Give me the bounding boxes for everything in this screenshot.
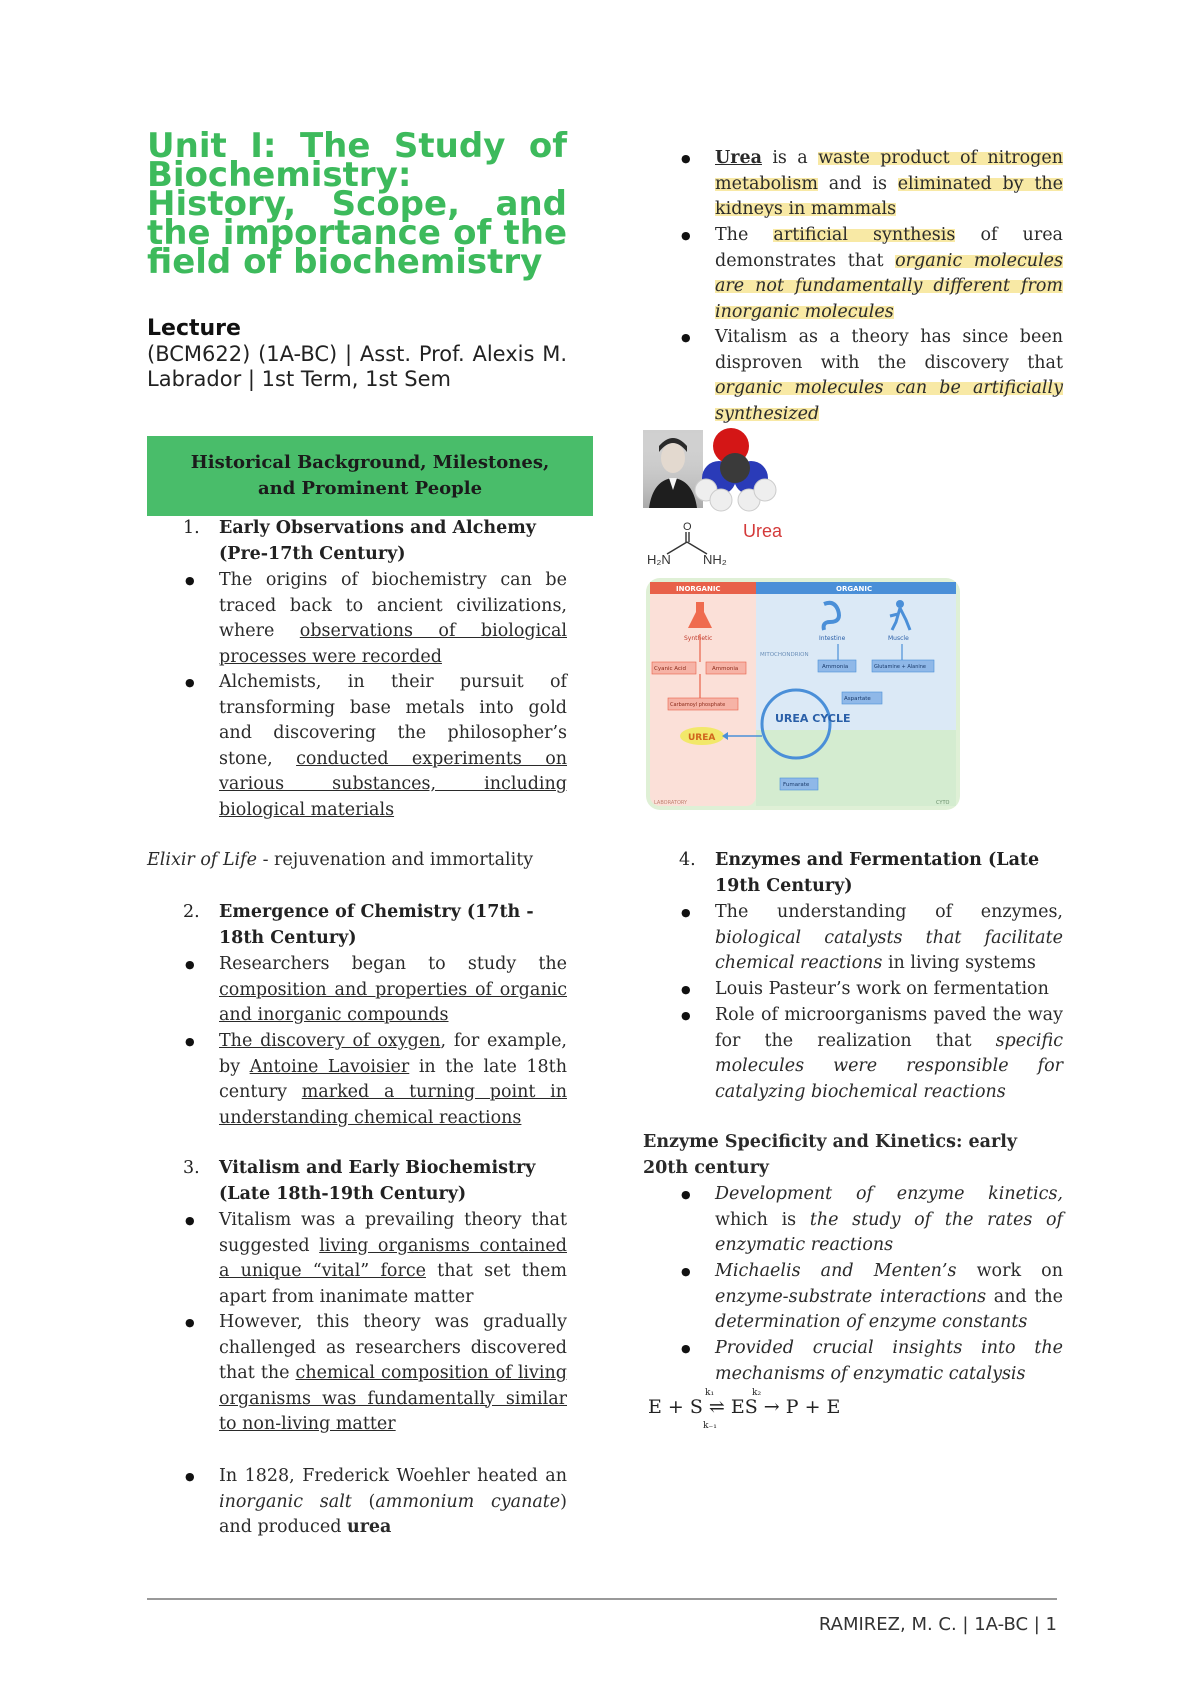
svg-text:LABORATORY: LABORATORY bbox=[654, 800, 688, 806]
svg-text:Aspartate: Aspartate bbox=[844, 696, 871, 702]
section-1-bullet-2: ● Alchemists, in their pursuit of transforming base metals into gold and discovering the philosopher’s stone, conducted experiments on various substances, including biological materials bbox=[219, 670, 567, 823]
section-4-bullet-1: ● The understanding of enzymes, biological catalysts that facilitate chemical reactions in living systems bbox=[715, 900, 1063, 977]
footer-text: RAMIREZ, M. C. | 1A-BC | 1 bbox=[818, 1614, 1057, 1635]
svg-text:Ammonia: Ammonia bbox=[712, 666, 739, 672]
svg-text:NH₂: NH₂ bbox=[703, 552, 727, 567]
section-2-heading: 2. Emergence of Chemistry (17th - 18th Century) bbox=[183, 902, 534, 948]
urea-cycle-diagram bbox=[646, 578, 960, 810]
section-2-bullet-2: ● The discovery of oxygen, for example, by Antoine Lavoisier in the late 18th century marked a turning point in understanding chemical reactions bbox=[219, 1029, 567, 1131]
urea-molecule-image bbox=[643, 428, 793, 573]
svg-text:Synthetic: Synthetic bbox=[684, 635, 713, 642]
svg-text:Ammonia: Ammonia bbox=[822, 664, 849, 670]
urea-structural-formula bbox=[647, 521, 727, 567]
section-5-bullet-3: ● Provided crucial insights into the mechanisms of enzymatic catalysis bbox=[715, 1336, 1063, 1387]
svg-text:Muscle: Muscle bbox=[888, 635, 909, 642]
section-5-bullet-2: ● Michaelis and Menten’s work on enzyme-substrate interactions and the determination of enzyme constants bbox=[715, 1259, 1063, 1336]
section-1-heading: 1. Early Observations and Alchemy (Pre-17th Century) bbox=[183, 518, 536, 564]
svg-text:MITOCHONDRION: MITOCHONDRION bbox=[760, 652, 809, 658]
svg-text:Carbamoyl phosphate: Carbamoyl phosphate bbox=[670, 702, 726, 708]
svg-text:UREA: UREA bbox=[688, 733, 716, 743]
urea-cycle-label: UREA CYCLE bbox=[775, 712, 851, 725]
svg-text:Cyanic Acid: Cyanic Acid bbox=[654, 666, 686, 672]
section-banner: Historical Background, Milestones, and Prominent People bbox=[147, 436, 593, 516]
section-3-bullet-3: ● In 1828, Frederick Woehler heated an inorganic salt (ammonium cyanate) and produced urea bbox=[219, 1464, 567, 1541]
section-4-heading: 4. Enzymes and Fermentation (Late 19th Century) bbox=[679, 850, 1040, 896]
section-2-bullet-1: ● Researchers began to study the composition and properties of organic and inorganic compounds bbox=[219, 952, 567, 1029]
section-5-bullet-1: ● Development of enzyme kinetics, which is the study of the rates of enzymatic reactions bbox=[715, 1182, 1063, 1259]
svg-text:ORGANIC: ORGANIC bbox=[836, 585, 873, 593]
section-1-bullet-1: ● The origins of biochemistry can be traced back to ancient civilizations, where observations of biological processes were recorded bbox=[219, 568, 567, 670]
section-5-heading: Enzyme Specificity and Kinetics: early 20th century bbox=[643, 1132, 1018, 1178]
svg-text:Fumarate: Fumarate bbox=[783, 782, 810, 788]
svg-text:H₂N: H₂N bbox=[647, 552, 671, 567]
elixir-definition: Elixir of Life - rejuvenation and immortality bbox=[147, 850, 534, 870]
section-4-bullet-2: ● Louis Pasteur’s work on fermentation bbox=[715, 977, 1063, 1003]
section-3-bullet-1: ● Vitalism was a prevailing theory that suggested living organisms contained a unique “vital” force that set them apart from inanimate matter bbox=[219, 1208, 567, 1310]
woehler-portrait bbox=[643, 430, 703, 508]
urea-bullet-2: ● The artificial synthesis of urea demonstrates that organic molecules are not fundamentally different from inorganic molecules bbox=[715, 223, 1063, 325]
urea-bullet-1: ● Urea is a waste product of nitrogen metabolism and is eliminated by the kidneys in mammals bbox=[715, 146, 1063, 223]
urea-bullet-3: ● Vitalism as a theory has since been disproven with the discovery that organic molecules can be artificially synthesized bbox=[715, 325, 1063, 427]
svg-text:O: O bbox=[683, 521, 692, 533]
course-meta: (BCM622) (1A-BC) | Asst. Prof. Alexis M. Labrador | 1st Term, 1st Sem bbox=[147, 342, 567, 391]
michaelis-menten-equation: k₁ k₂ E + S ⇌ ES → P + E k₋₁ bbox=[648, 1388, 841, 1431]
urea-space-fill-model bbox=[695, 428, 776, 511]
svg-text:CYTO: CYTO bbox=[936, 800, 950, 806]
lecture-label: Lecture bbox=[147, 316, 241, 341]
urea-image-label: Urea bbox=[743, 521, 783, 541]
footer-divider bbox=[147, 1598, 1057, 1600]
section-3-bullet-2: ● However, this theory was gradually challenged as researchers discovered that the chemical composition of living organisms was fundamentally similar to non-living matter bbox=[219, 1310, 567, 1438]
svg-text:Intestine: Intestine bbox=[819, 635, 846, 642]
svg-text:Glutamine + Alanine: Glutamine + Alanine bbox=[874, 664, 927, 670]
section-3-heading: 3. Vitalism and Early Biochemistry (Late 18th-19th Century) bbox=[183, 1158, 536, 1204]
page-title: Unit I: The Study of Biochemistry: History, Scope, and the importance of the field of biochemistry bbox=[147, 126, 567, 282]
section-4-bullet-3: ● Role of microorganisms paved the way for the realization that specific molecules were responsible for catalyzing biochemical reactions bbox=[715, 1003, 1063, 1105]
svg-text:INORGANIC: INORGANIC bbox=[676, 585, 721, 593]
